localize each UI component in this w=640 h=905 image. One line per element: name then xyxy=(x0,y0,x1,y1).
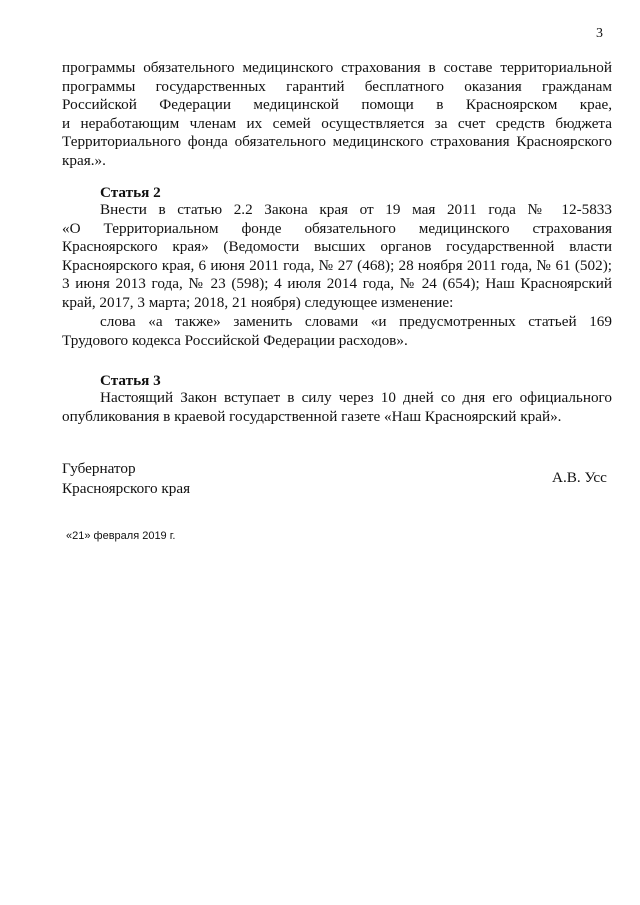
text-line: «О Территориальном фонде обязательного медицинского страхования xyxy=(62,219,612,237)
signatory-title xyxy=(62,459,190,499)
article-2-amendment xyxy=(62,313,612,350)
text-line: Территориального фонда обязательного медицинского страхования Красноярского xyxy=(62,133,612,151)
text-line: Трудового кодекса Российской Федерации расходов». xyxy=(62,331,408,349)
text-line: край, 2017, 3 марта; 2018, 21 ноября) следующее изменение: xyxy=(62,293,454,311)
text-line: и неработающим членам их семей осуществляется за счет средств бюджета xyxy=(62,114,612,132)
signatory-name: А.В. Усс xyxy=(552,469,607,486)
text-line: опубликования в краевой государственной газете «Наш Красноярский край». xyxy=(62,407,562,425)
text-line: Настоящий Закон вступает в силу через 10 дней со дня его официального xyxy=(100,389,612,406)
text-line: Внести в статью 2.2 Закона края от 19 мая 2011 года № 12-5833 xyxy=(100,201,612,218)
article-2-heading: Статья 2 xyxy=(100,184,161,201)
text-line: слова «а также» заменить словами «и предусмотренных статьей 169 xyxy=(100,313,612,330)
text-line: края.». xyxy=(62,151,106,169)
article-3-heading: Статья 3 xyxy=(100,372,161,389)
text-line: Красноярского края» (Ведомости высших органов государственной власти xyxy=(62,238,612,256)
page-number: 3 xyxy=(596,26,603,41)
signing-date: «21» февраля 2019 г. xyxy=(66,530,176,542)
article-2-body xyxy=(62,201,612,313)
text-line: Российской Федерации медицинской помощи в Красноярском крае, xyxy=(62,96,612,114)
text-line: программы государственных гарантий бесплатного оказания гражданам xyxy=(62,77,612,95)
intro-paragraph xyxy=(62,59,612,171)
text-line: программы обязательного медицинского страхования в составе территориальной xyxy=(62,59,612,76)
article-3-body xyxy=(62,389,612,426)
signatory-title-line: Губернатор xyxy=(62,460,136,477)
text-line: 3 июня 2013 года, № 23 (598); 4 июля 2014 года, № 24 (654); Наш Красноярский xyxy=(62,275,612,293)
signatory-title-line: Красноярского края xyxy=(62,480,191,497)
text-line: Красноярского края, 6 июня 2011 года, № 27 (468); 28 ноября 2011 года, № 61 (502); xyxy=(62,256,612,274)
